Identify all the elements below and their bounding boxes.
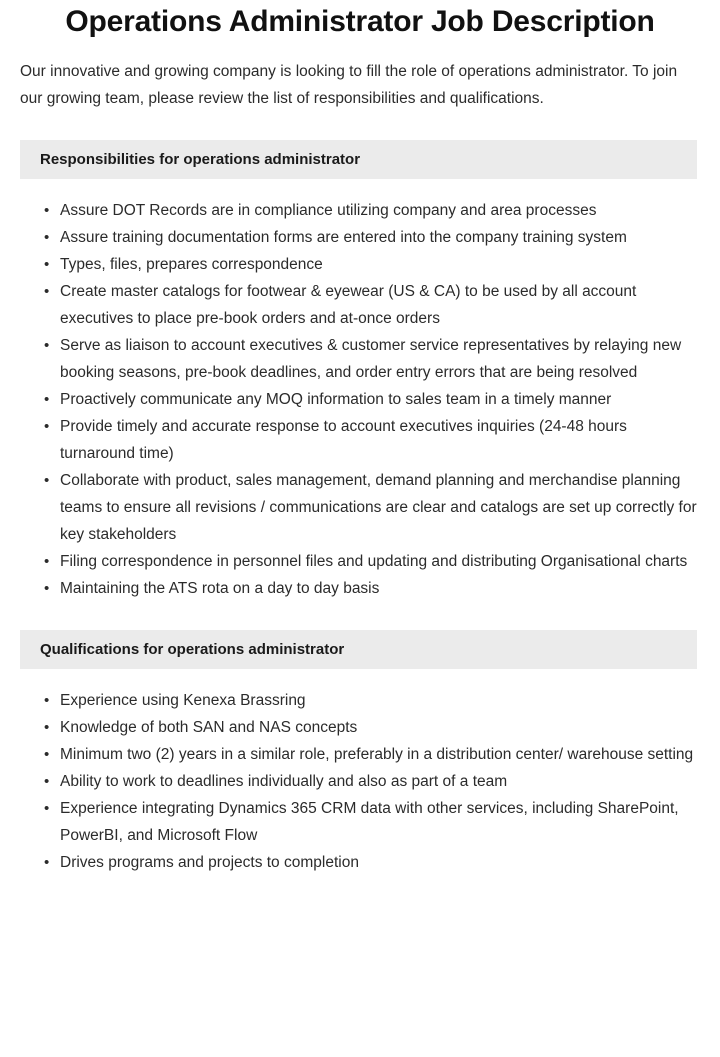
list-item: • Minimum two (2) years in a similar role, preferably in a distribution center/ warehouse setting — [44, 741, 698, 768]
responsibilities-list — [0, 179, 720, 602]
page-bottom-spacer — [0, 876, 720, 894]
list-item: • Types, files, prepares correspondence — [44, 251, 698, 278]
responsibilities-heading: Responsibilities for operations administrator — [40, 151, 361, 168]
list-item: • Create master catalogs for footwear & eyewear (US & CA) to be used by all account executives to place pre-book orders and at-once orders — [44, 278, 698, 332]
list-item: • Knowledge of both SAN and NAS concepts — [44, 714, 698, 741]
list-item: • Drives programs and projects to completion — [44, 849, 698, 876]
list-item: • Maintaining the ATS rota on a day to day basis — [44, 575, 698, 602]
list-item: • Assure training documentation forms are entered into the company training system — [44, 224, 698, 251]
qualifications-heading: Qualifications for operations administrator — [40, 641, 345, 658]
list-item: • Experience using Kenexa Brassring — [44, 687, 698, 714]
list-item: • Filing correspondence in personnel files and updating and distributing Organisational charts — [44, 548, 698, 575]
list-item: • Provide timely and accurate response to account executives inquiries (24-48 hours turnaround time) — [44, 413, 698, 467]
qualifications-list — [0, 669, 720, 876]
page-title: Operations Administrator Job Description — [65, 5, 655, 38]
qualifications-section — [0, 630, 720, 876]
list-item: • Collaborate with product, sales management, demand planning and merchandise planning teams to ensure all revisions / communications are clear and catalogs are set up correctly for key stakeholders — [44, 467, 698, 548]
qualifications-heading-band — [20, 630, 697, 669]
responsibilities-heading-band — [20, 140, 697, 179]
intro-paragraph: Our innovative and growing company is looking to fill the role of operations administrator. To join our growing team, please review the list of responsibilities and qualifications. — [20, 63, 678, 107]
list-item: • Serve as liaison to account executives & customer service representatives by relaying new booking seasons, pre-book deadlines, and order entry errors that are being resolved — [44, 332, 698, 386]
list-item: • Ability to work to deadlines individually and also as part of a team — [44, 768, 698, 795]
responsibilities-section — [0, 140, 720, 602]
list-item: • Experience integrating Dynamics 365 CRM data with other services, including SharePoint, PowerBI, and Microsoft Flow — [44, 795, 698, 849]
list-item: • Assure DOT Records are in compliance utilizing company and area processes — [44, 197, 698, 224]
list-item: • Proactively communicate any MOQ information to sales team in a timely manner — [44, 386, 698, 413]
